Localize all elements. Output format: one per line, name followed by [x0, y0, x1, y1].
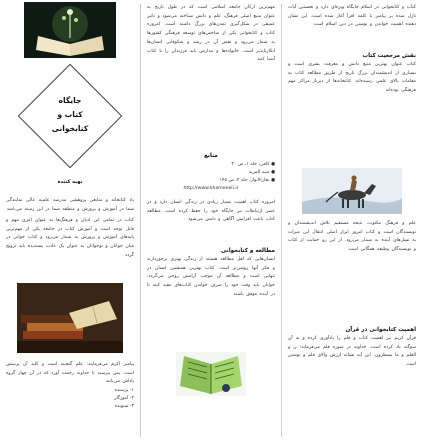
stacked-books-icon: [17, 283, 123, 353]
right-paragraph-3: علم و فرهنگ مکتوب، نتیجه مستقیم تلاش اندیشمندان و نویسندگان است و کتاب امروز ابزار اصلی انتقال این میراث به نسل‌های آینده به شمار می‌رود. از این رو حمایت از کتاب و نویسندگان وظیفه همگانی است: [288, 221, 416, 253]
list-item: ۲- آموزگار: [114, 396, 134, 401]
right-section-1-title: نقش مرجعیت کتاب: [362, 53, 416, 59]
source-item: ● منیه المرید: [248, 170, 275, 175]
list-item: ۱- پرسنده: [114, 388, 134, 393]
middle-paragraph-2: امروزه کتاب اهمیت بسیار زیادی در زندگی انسان دارد و در عصر ارتباطات نیز جایگاه خود را حفظ کرده است. مطالعه کتاب باعث افزایش آگاهی و دانش می‌شود: [147, 200, 275, 223]
title-diamond: [11, 62, 129, 170]
right-paragraph-1: کتاب و کتابخوانی در اسلام جایگاه ویژه‌ای دارد و نخستین آیات نازل شده بر پیامبر با کلمه اقرأ آغاز شده است. این نشان دهنده اهمیت خواندن و نوشتن در دین اسلام است: [288, 5, 416, 28]
source-item: ● کافی، جلد ۱، ص ۳۰: [231, 162, 275, 167]
horse-rider-icon: [302, 168, 402, 214]
source-item: ● بحارالانوار، جلد ۲، ص ۱۴۵: [219, 178, 275, 183]
left-paragraph-2: کتاب در تمامی این ادیان و فرهنگ‌ها به عنوان امری مهم و قابل توجه است و آموزش کتاب در جامعه یکی از مهم‌ترین پایه‌های آموزش و پرورش به شمار می‌رود و کتاب خوانی در میان جوانان و نوجوانان به عنوان یک عادت پسندیده باید ترویج گردد: [6, 218, 134, 258]
sources-title: منابع: [204, 153, 218, 159]
middle-paragraph-1: مهم‌ترین ارکان جامعه اسلامی است که در طول تاریخ به عنوان منبع اصلی فرهنگ، علم و دانش شناخته می‌شود و تاثیر عمیقی در شکل‌گیری تمدن‌های بزرگ داشته است. امروزه کتاب و کتابخوانی یکی از شاخص‌های توسعه فرهنگی کشورها به شمار می‌رود و نقش آن در رشد و شکوفایی انسان‌ها انکارناپذیر است. خانواده‌ها و مدارس باید فرزندان را با کتاب آشنا کنند: [147, 5, 275, 63]
column-divider: [281, 4, 282, 437]
left-paragraph-1: یاد کتابخانه و منابعی پژوهشی مدرسه علمیه عالی نمایندگی شما در آموزش و پرورش و منطقه شما در این زمینه می‌باشد: [6, 198, 134, 212]
middle-section-title: مطالعه و کتابخوانی: [221, 248, 275, 254]
title-line: کتابخوانی: [51, 124, 89, 133]
glowing-book-image: [24, 2, 116, 58]
right-paragraph-2: کتاب عنوان بهترین منبع دانش و معرفت بشری است و بسیاری از اندیشمندان بزرگ تاریخ از طریق مطالعه کتاب به مقامات بالای علمی رسیده‌اند. کتابخانه‌ها از دیرباز مراکز مهم فرهنگی بوده‌اند: [288, 62, 416, 94]
title-line: جایگاه: [58, 96, 82, 105]
sources-list: [141, 161, 281, 185]
middle-paragraph-3: انسان‌هایی که اهل مطالعه هستند از زندگی بهتری برخوردارند و فکر آنها روشن‌تر است. کتاب بهترین همنشین انسان در تنهایی است و مطالعه آن موجب آرامش روحی می‌گردد. جوانان باید وقت خود را صرف خواندن کتاب‌های مفید کنند تا در آینده موفق باشند: [147, 257, 275, 297]
glowing-book-icon: [24, 2, 116, 58]
right-section-2-title: اهمیت کتابخوانی در قرآن: [345, 327, 416, 333]
diamond-title: [11, 94, 129, 136]
stacked-books-image: [17, 283, 123, 353]
right-paragraph-4: قرآن کریم نیز اهمیت کتاب و قلم را یادآوری کرده و به آن سوگند یاد کرده است. خداوند در سوره قلم می‌فرماید: ن و القلم و ما یسطرون. این آیه نشانه ارزش والای قلم و نوشتن است: [288, 336, 416, 368]
middle-column: [141, 0, 281, 441]
right-column: [282, 0, 422, 441]
left-paragraph-3: پیامبر اکرم می‌فرمایند: علم گنجینه است و کلید آن پرسش است. پس بپرسید تا خداوند رحمت آورد که در آن چهار گروه پاداش می‌یابند: [6, 362, 134, 385]
title-line: کتاب و: [57, 110, 83, 119]
list-item: ۳- شنونده: [114, 404, 134, 409]
open-book-icon: [176, 352, 246, 396]
askers-list: [0, 387, 140, 411]
horse-rider-image: [302, 168, 402, 214]
left-column: [0, 0, 140, 441]
column-divider: [140, 4, 141, 437]
open-book-image: [176, 352, 246, 396]
author-label: تهیه کننده: [57, 179, 83, 185]
source-url[interactable]: http://www.khameneii.ir: [183, 186, 239, 191]
